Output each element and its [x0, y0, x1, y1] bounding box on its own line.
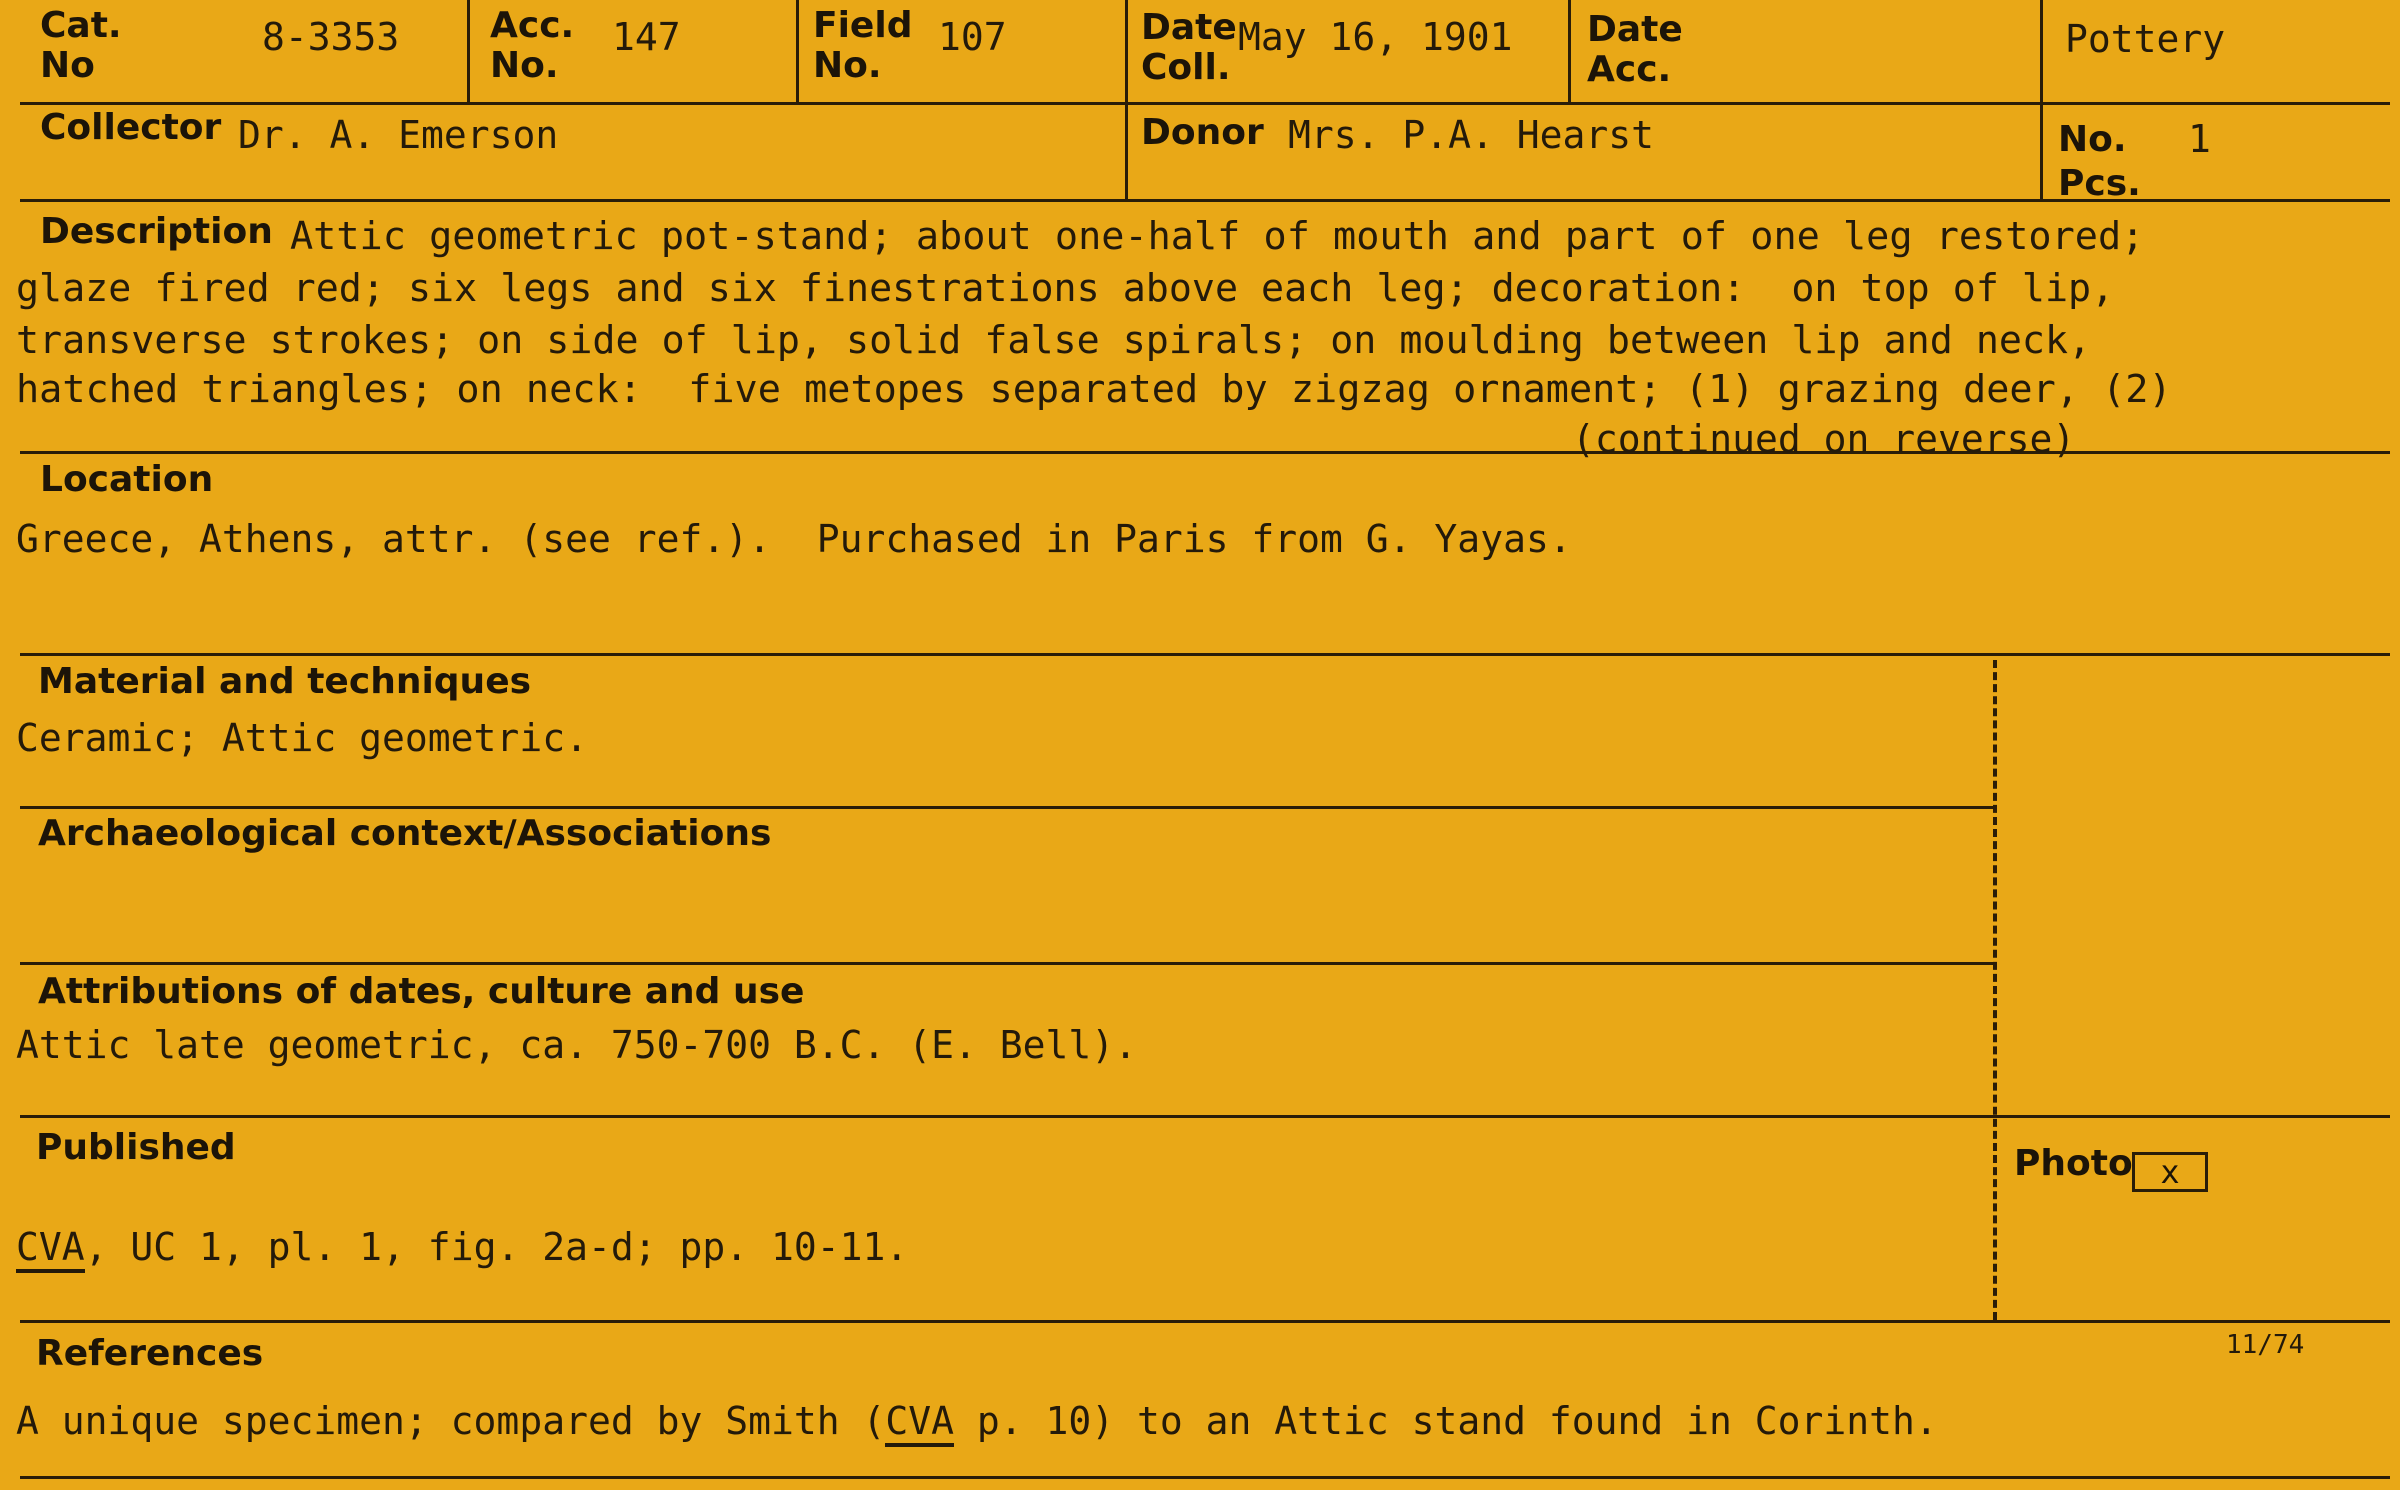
rule-context-bottom	[20, 962, 1995, 965]
description-label: Description	[40, 211, 273, 252]
photo-check-mark: x	[2160, 1153, 2180, 1191]
references-text	[16, 1396, 1938, 1446]
date-acc-label: Date Acc.	[1587, 9, 1683, 90]
dashed-divider	[1993, 660, 1997, 1320]
photo-checkbox[interactable]	[2132, 1152, 2208, 1192]
material-label: Material and techniques	[38, 661, 532, 702]
no-pcs-value: 1	[2188, 117, 2211, 161]
material-text: Ceramic; Attic geometric.	[16, 716, 588, 760]
cat-no-value: 8-3353	[262, 15, 400, 59]
acc-no-value: 147	[612, 15, 681, 59]
location-label: Location	[40, 459, 214, 500]
published-rest: , UC 1, pl. 1, fig. 2a-d; pp. 10-11.	[84, 1225, 909, 1269]
rule-card-bottom	[20, 1476, 2390, 1479]
category-value: Pottery	[2065, 17, 2226, 61]
cat-no-label: Cat. No	[40, 5, 122, 86]
field-no-value: 107	[938, 15, 1007, 59]
description-continued: (continued on reverse)	[1572, 417, 2076, 461]
field-no-label: Field No.	[813, 5, 913, 86]
rule-collector-bottom	[20, 199, 2390, 202]
donor-label: Donor	[1141, 112, 1264, 153]
photo-label: Photo	[2014, 1143, 2133, 1184]
rule-location-bottom	[20, 653, 2390, 656]
divider-cat-acc	[467, 0, 470, 102]
rule-published-bottom	[20, 1320, 2390, 1323]
date-coll-value: May 16, 1901	[1238, 15, 1513, 59]
collector-label: Collector	[40, 107, 222, 148]
divider-field-date	[1125, 0, 1128, 200]
acc-no-label: Acc. No.	[490, 5, 575, 86]
rule-header-bottom	[20, 102, 2390, 105]
attributions-label: Attributions of dates, culture and use	[38, 971, 805, 1012]
references-pre: A unique specimen; compared by Smith (	[16, 1399, 886, 1443]
references-post: p. 10) to an Attic stand found in Corinth.	[954, 1399, 1938, 1443]
rule-attributions-bottom	[20, 1115, 2390, 1118]
published-label: Published	[36, 1127, 236, 1168]
context-label: Archaeological context/Associations	[38, 813, 772, 854]
published-text	[16, 1222, 908, 1272]
divider-acc-field	[796, 0, 799, 102]
collector-value: Dr. A. Emerson	[238, 113, 559, 157]
card-date: 11/74	[2226, 1330, 2305, 1360]
divider-category	[2040, 0, 2043, 200]
divider-datecoll-dateacc	[1568, 0, 1571, 102]
references-label: References	[36, 1333, 264, 1374]
donor-value: Mrs. P.A. Hearst	[1288, 113, 1655, 157]
description-line-1: Attic geometric pot-stand; about one-half of mouth and part of one leg restored;	[290, 214, 2145, 259]
published-cva: CVA	[16, 1225, 85, 1273]
description-line-4: hatched triangles; on neck: five metopes separated by zigzag ornament; (1) grazing deer, (2)	[16, 367, 2172, 412]
references-cva: CVA	[885, 1399, 954, 1447]
location-text: Greece, Athens, attr. (see ref.). Purchased in Paris from G. Yayas.	[16, 517, 1572, 561]
rule-material-bottom	[20, 806, 1995, 809]
description-line-2: glaze fired red; six legs and six finestrations above each leg; decoration: on top of lip,	[16, 266, 2115, 311]
date-coll-label: Date Coll.	[1141, 7, 1237, 88]
no-pcs-label: No. Pcs.	[2058, 119, 2141, 204]
description-line-3: transverse strokes; on side of lip, solid false spirals; on moulding between lip and neck,	[16, 318, 2092, 363]
attributions-text: Attic late geometric, ca. 750-700 B.C. (E. Bell).	[16, 1023, 1138, 1067]
